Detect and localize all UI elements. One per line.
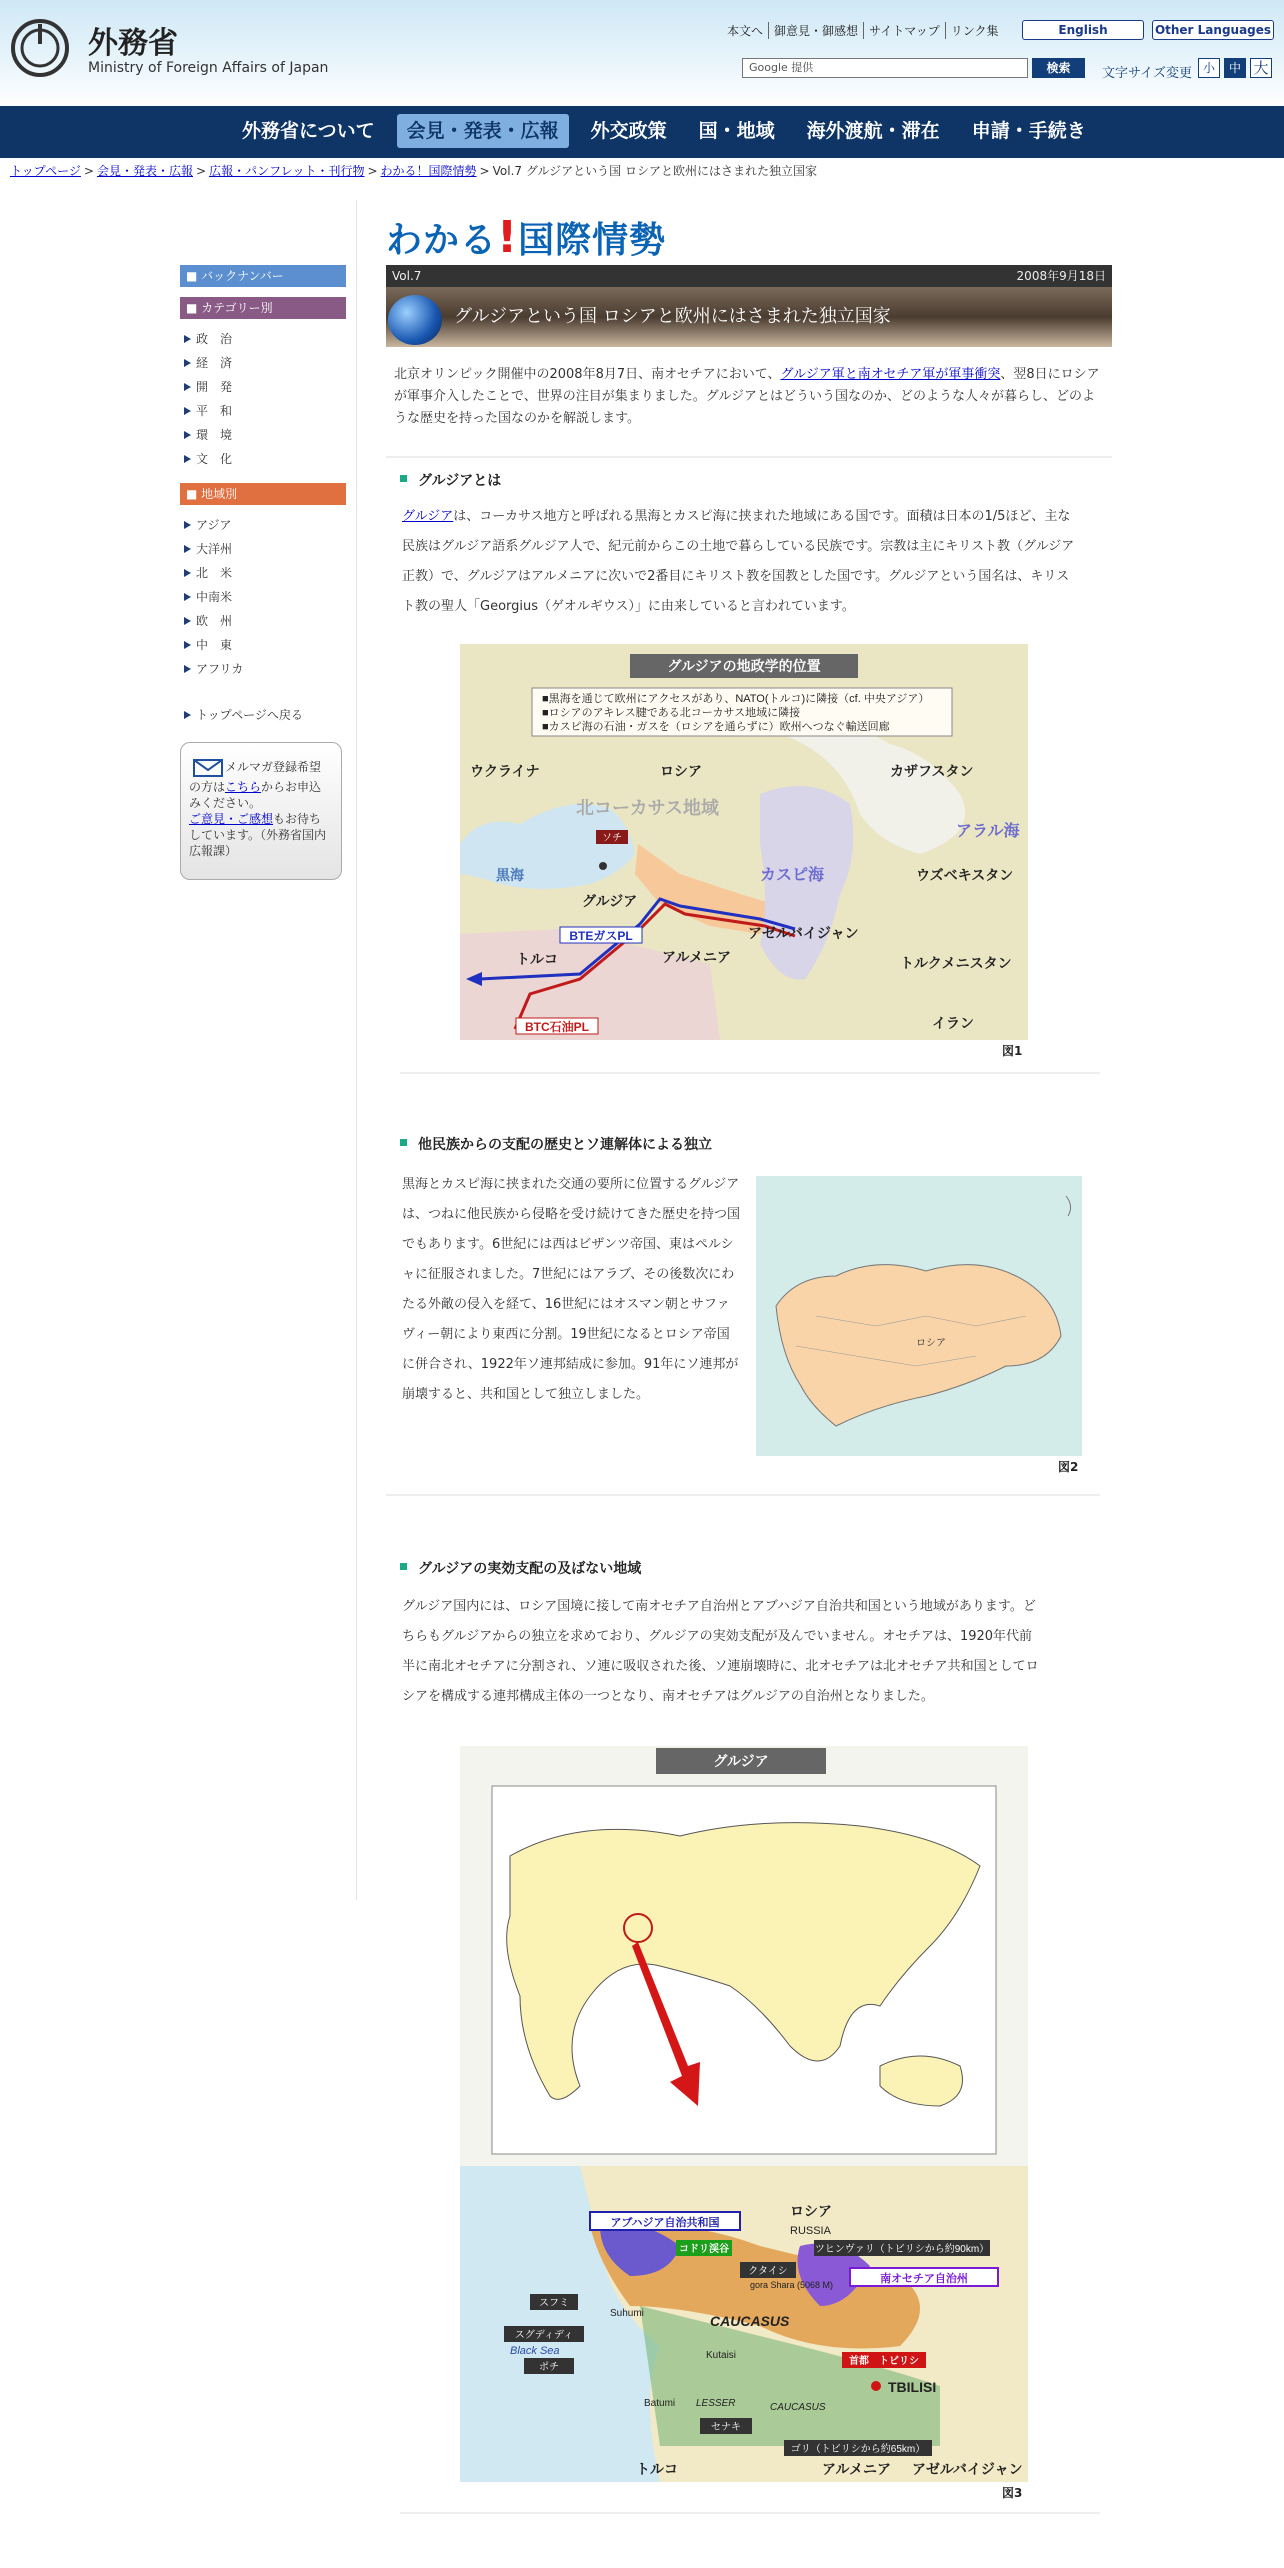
mail-text1: の方は xyxy=(189,780,226,794)
top-links xyxy=(722,22,1003,39)
fig3-tbilisi: TBILISI xyxy=(888,2379,937,2395)
fig1-label-russia: ロシア xyxy=(660,763,702,779)
mail-icon xyxy=(193,759,223,777)
sidebar-item-culture[interactable]: 文 化 xyxy=(180,447,346,471)
fig1-label-caspian: カスピ海 xyxy=(760,867,825,884)
sidebar-item-environment[interactable]: 環 境 xyxy=(180,423,346,447)
volume-bar xyxy=(386,265,1112,287)
fig1-label-armenia: アルメニア xyxy=(662,949,732,965)
section3-heading: グルジアの実効支配の及ばない地域 xyxy=(400,1558,641,1578)
fig3-sohuml: スフミ xyxy=(539,2298,569,2309)
section1-heading: グルジアとは xyxy=(400,470,501,490)
fig3-gori: ゴリ（トビリシから約65km） xyxy=(790,2444,926,2455)
fig1-label-turkey: トルコ xyxy=(516,951,558,967)
mail-magazine-box xyxy=(180,742,342,880)
nav-procedures[interactable]: 申請・手続き xyxy=(971,120,1086,142)
article-intro xyxy=(394,364,1104,430)
georgia-link[interactable]: グルジア xyxy=(402,509,454,524)
fig3-armenia: アルメニア xyxy=(822,2461,892,2477)
sidebar-backnumber[interactable]: ■ バックナンバー xyxy=(180,265,346,287)
section1-text: は、コーカサス地方と呼ばれる黒海とカスピ海に挟まれた地域にある国です。面積は日本の1/5ほど、主な民族はグルジア語系グルジア人で、紀元前からこの土地で暮らしている民族です。宗教は主にキリスト教（グルジア正教）で、グルジアはアルメニアに次いで2番目にキリスト教を国教とした国です。グルジアという国名は、キリスト教の聖人「Georgius（ゲオルギウス）」に由来していると言われています。 xyxy=(402,509,1075,614)
fig3-batumi-en: Batumi xyxy=(644,2398,676,2409)
column-divider xyxy=(356,200,357,1900)
nav-press[interactable]: 会見・発表・広報 xyxy=(397,114,569,148)
logo-japanese[interactable]: 外務省 xyxy=(88,26,178,61)
sidebar-category-head: ■ カテゴリー別 xyxy=(180,297,346,319)
figure2-caption: 図2 xyxy=(1058,1460,1079,1474)
logo-english[interactable]: Ministry of Foreign Affairs of Japan xyxy=(88,60,329,76)
fig3-caucasus: CAUCASUS xyxy=(710,2313,790,2329)
nav-travel[interactable]: 海外渡航・滞在 xyxy=(806,120,940,142)
section2-body: 黒海とカスピ海に挟まれた交通の要所に位置するグルジアは、つねに他民族から侵略を受け続けてきた歴史を持つ国でもあります。6世紀には西はビザンツ帝国、東はペルシャに征服されました。7世紀にはアラブ、その後数次にわたる外敵の侵入を経て、16世紀にはオスマン朝とサファヴィー朝により東西に分割。19世紀になるとロシア帝国に併合され、1922年ソ連邦結成に参加。91年にソ連邦が崩壊すると、共和国として独立しました。 xyxy=(402,1177,741,1402)
divider xyxy=(386,456,1112,458)
section1-body xyxy=(402,502,1082,622)
sidebar-item-africa[interactable]: アフリカ xyxy=(180,657,346,681)
fig3-kutaisi: クタイシ xyxy=(748,2266,788,2277)
wakaru-brand-logo xyxy=(386,212,666,263)
breadcrumb-wakaru[interactable]: わかる！国際情勢 xyxy=(380,164,477,178)
mail-text3: もお待ちしています。（外務省国内広報課） xyxy=(189,812,327,858)
sidebar-item-politics[interactable]: 政 治 xyxy=(180,327,346,351)
sidebar-item-latin-america[interactable]: 中南米 xyxy=(180,585,346,609)
globe-icon xyxy=(388,295,442,345)
divider xyxy=(400,2512,1100,2514)
fig3-russia-ja: ロシア xyxy=(790,2203,832,2219)
mail-title: メルマガ登録希望 xyxy=(225,760,322,774)
fig1-label-ukraine: ウクライナ xyxy=(470,763,540,779)
sidebar-item-middle-east[interactable]: 中 東 xyxy=(180,633,346,657)
fig1-note-1: ■黒海を通じて欧州にアクセスがあり、NATO(トルコ)に隣接（cf. 中央アジア） xyxy=(542,693,930,705)
mail-text2: からお申込みください。 xyxy=(189,780,322,810)
figure1-geopolitical-map xyxy=(460,644,1028,1040)
fig1-label-ncaucasus: 北コーカサス地域 xyxy=(576,798,719,818)
font-size-small-button[interactable]: 小 xyxy=(1198,58,1220,78)
search-input[interactable]: Google 提供 xyxy=(742,58,1028,78)
fig1-label-sochi: ソチ xyxy=(602,833,622,844)
fig3-kodori: コドリ渓谷 xyxy=(679,2244,729,2255)
sidebar-item-peace[interactable]: 平 和 xyxy=(180,399,346,423)
fig1-label-bte: BTEガスPL xyxy=(569,929,633,943)
brand-exclamation: ! xyxy=(497,212,519,263)
fig1-label-aral: アラル海 xyxy=(956,823,1020,840)
fig3-turkey: トルコ xyxy=(636,2461,678,2477)
fig3-tskhinvali: ツヒンヴァリ（トビリシから約90km） xyxy=(814,2244,990,2255)
fig3-sugdidi: スグディディ xyxy=(514,2330,574,2341)
fig3-abkhazia: アブハジア自治共和国 xyxy=(610,2217,720,2229)
breadcrumb-current: Vol.7 グルジアという国 ロシアと欧州にはさまれた独立国家 xyxy=(492,164,817,178)
intro-conflict-link[interactable]: グルジア軍と南オセチア軍が軍事衝突 xyxy=(780,367,1001,382)
mail-signup-link[interactable]: こちら xyxy=(225,780,262,794)
other-languages-button[interactable]: Other Languages xyxy=(1152,20,1274,40)
nav-regions[interactable]: 国・地域 xyxy=(698,120,775,142)
nav-policy[interactable]: 外交政策 xyxy=(590,120,667,142)
fig1-label-turkmenistan: トルクメニスタン xyxy=(900,955,1012,971)
fig1-label-blacksea: 黒海 xyxy=(496,867,524,883)
section2-heading: 他民族からの支配の歴史とソ連解体による独立 xyxy=(400,1134,712,1154)
fig3-title: グルジア xyxy=(713,1753,769,1769)
article-title: グルジアという国 ロシアと欧州にはさまれた独立国家 xyxy=(386,287,1112,347)
link-feedback[interactable]: 御意見・御感想 xyxy=(768,22,863,39)
site-header xyxy=(0,0,1284,106)
section3-body: グルジア国内には、ロシア国境に接して南オセチア自治州とアブハジア自治共和国という地域があります。どちらもグルジアからの独立を求めており、グルジアの実効支配が及んでいません。オセチアは、1920年代前半に南北オセチアに分割され、ソ連に吸収された後、ソ連崩壊時に、北オセチアは北オセチア共和国としてロシアを構成する連邦構成主体の一つとなり、南オセチアはグルジアの自治州となりました。 xyxy=(402,1599,1039,1704)
fig3-kutaisi-en: Kutaisi xyxy=(706,2350,737,2361)
fig3-gora: gora Shara (5068 M) xyxy=(750,2280,834,2290)
fig3-lesser: LESSER xyxy=(696,2398,736,2409)
divider xyxy=(400,1072,1100,1074)
sidebar-item-north-america[interactable]: 北 米 xyxy=(180,561,346,585)
fig3-suhumi-en: Suhumi xyxy=(610,2308,644,2319)
breadcrumb-publications[interactable]: 広報・パンフレット・刊行物 xyxy=(209,164,365,178)
sidebar-region-head: ■ 地域別 xyxy=(180,483,346,505)
volume-number: Vol.7 xyxy=(392,269,422,283)
intro-text-b: 、翌8日にロシアが軍事介入したことで、世界の注目が集まりました。グルジアとはどういう国なのか、どのような人々が暮らし、どのような歴史を持った国なのかを解説します。 xyxy=(394,367,1100,426)
brand-part-a: わかる xyxy=(386,220,498,261)
fig3-blacksea-en: Black Sea xyxy=(510,2345,560,2357)
feedback-link[interactable]: ご意見・ご感想 xyxy=(189,812,274,826)
english-button[interactable]: English xyxy=(1022,20,1144,40)
fig3-caucasus2: CAUCASUS xyxy=(770,2402,826,2413)
sidebar xyxy=(180,265,346,727)
figure3-georgia-map xyxy=(460,1746,1028,2482)
breadcrumb: トップページ > 会見・発表・広報 > 広報・パンフレット・刊行物 > わかる！国際情勢 > Vol.7 グルジアという国 ロシアと欧州にはさまれた独立国家 xyxy=(10,164,817,178)
font-size-medium-button[interactable]: 中 xyxy=(1224,58,1246,78)
sidebar-item-economy[interactable]: 経 済 xyxy=(180,351,346,375)
global-nav xyxy=(0,106,1284,158)
search-button[interactable]: 検索 xyxy=(1032,58,1085,78)
figure1-caption: 図1 xyxy=(1002,1044,1023,1058)
publish-date: 2008年9月18日 xyxy=(1016,269,1106,283)
divider xyxy=(386,1494,1100,1496)
font-size-label: 文字サイズ変更 xyxy=(1102,66,1192,81)
fig3-capital: 首都 トビリシ xyxy=(849,2356,919,2367)
fig1-label-georgia: グルジア xyxy=(582,893,638,909)
breadcrumb-top[interactable]: トップページ xyxy=(10,164,81,178)
mofa-emblem-icon[interactable] xyxy=(10,18,70,78)
fig1-note-2: ■ロシアのアキレス腱である北コーカサス地域に隣接 xyxy=(542,707,801,719)
figure2-soviet-map xyxy=(756,1176,1082,1456)
fig1-title: グルジアの地政学的位置 xyxy=(667,658,821,674)
fig2-label-russia: ロシア xyxy=(916,1338,946,1349)
fig3-senaki: セナキ xyxy=(711,2422,741,2433)
intro-text-a: 北京オリンピック開催中の2008年8月7日、南オセチアにおいて、 xyxy=(394,367,781,382)
fig3-russia-en: RUSSIA xyxy=(790,2225,831,2237)
fig3-poti: ポチ xyxy=(539,2362,559,2373)
sidebar-item-asia[interactable]: アジア xyxy=(180,513,346,537)
sidebar-item-europe[interactable]: 欧 州 xyxy=(180,609,346,633)
sidebar-back-top[interactable]: トップページへ戻る xyxy=(180,703,346,727)
figure3-caption: 図3 xyxy=(1002,2486,1023,2500)
fig1-note-3: ■カスピ海の石油・ガスを（ロシアを通らずに）欧州へつなぐ輸送回廊 xyxy=(542,721,890,733)
fig1-label-uzbekistan: ウズベキスタン xyxy=(916,867,1014,883)
link-sitemap[interactable]: サイトマップ xyxy=(863,22,945,39)
fig3-azerbaijan: アゼルバイジャン xyxy=(912,2461,1023,2477)
breadcrumb-press[interactable]: 会見・発表・広報 xyxy=(96,164,193,178)
fig1-label-iran: イラン xyxy=(932,1015,974,1031)
fig1-label-kazakhstan: カザフスタン xyxy=(890,763,974,779)
sidebar-item-oceania[interactable]: 大洋州 xyxy=(180,537,346,561)
sidebar-item-development[interactable]: 開 発 xyxy=(180,375,346,399)
link-links[interactable]: リンク集 xyxy=(945,22,1004,39)
fig3-south-ossetia: 南オセチア自治州 xyxy=(880,2273,968,2285)
nav-about[interactable]: 外務省について xyxy=(242,120,375,142)
fig1-label-btc: BTC石油PL xyxy=(525,1020,589,1034)
font-size-large-button[interactable]: 大 xyxy=(1250,58,1272,78)
brand-part-b: 国際情勢 xyxy=(518,220,667,261)
link-skip-to-content[interactable]: 本文へ xyxy=(727,24,764,38)
fig1-label-azerbaijan: アゼルバイジャン xyxy=(748,925,859,941)
